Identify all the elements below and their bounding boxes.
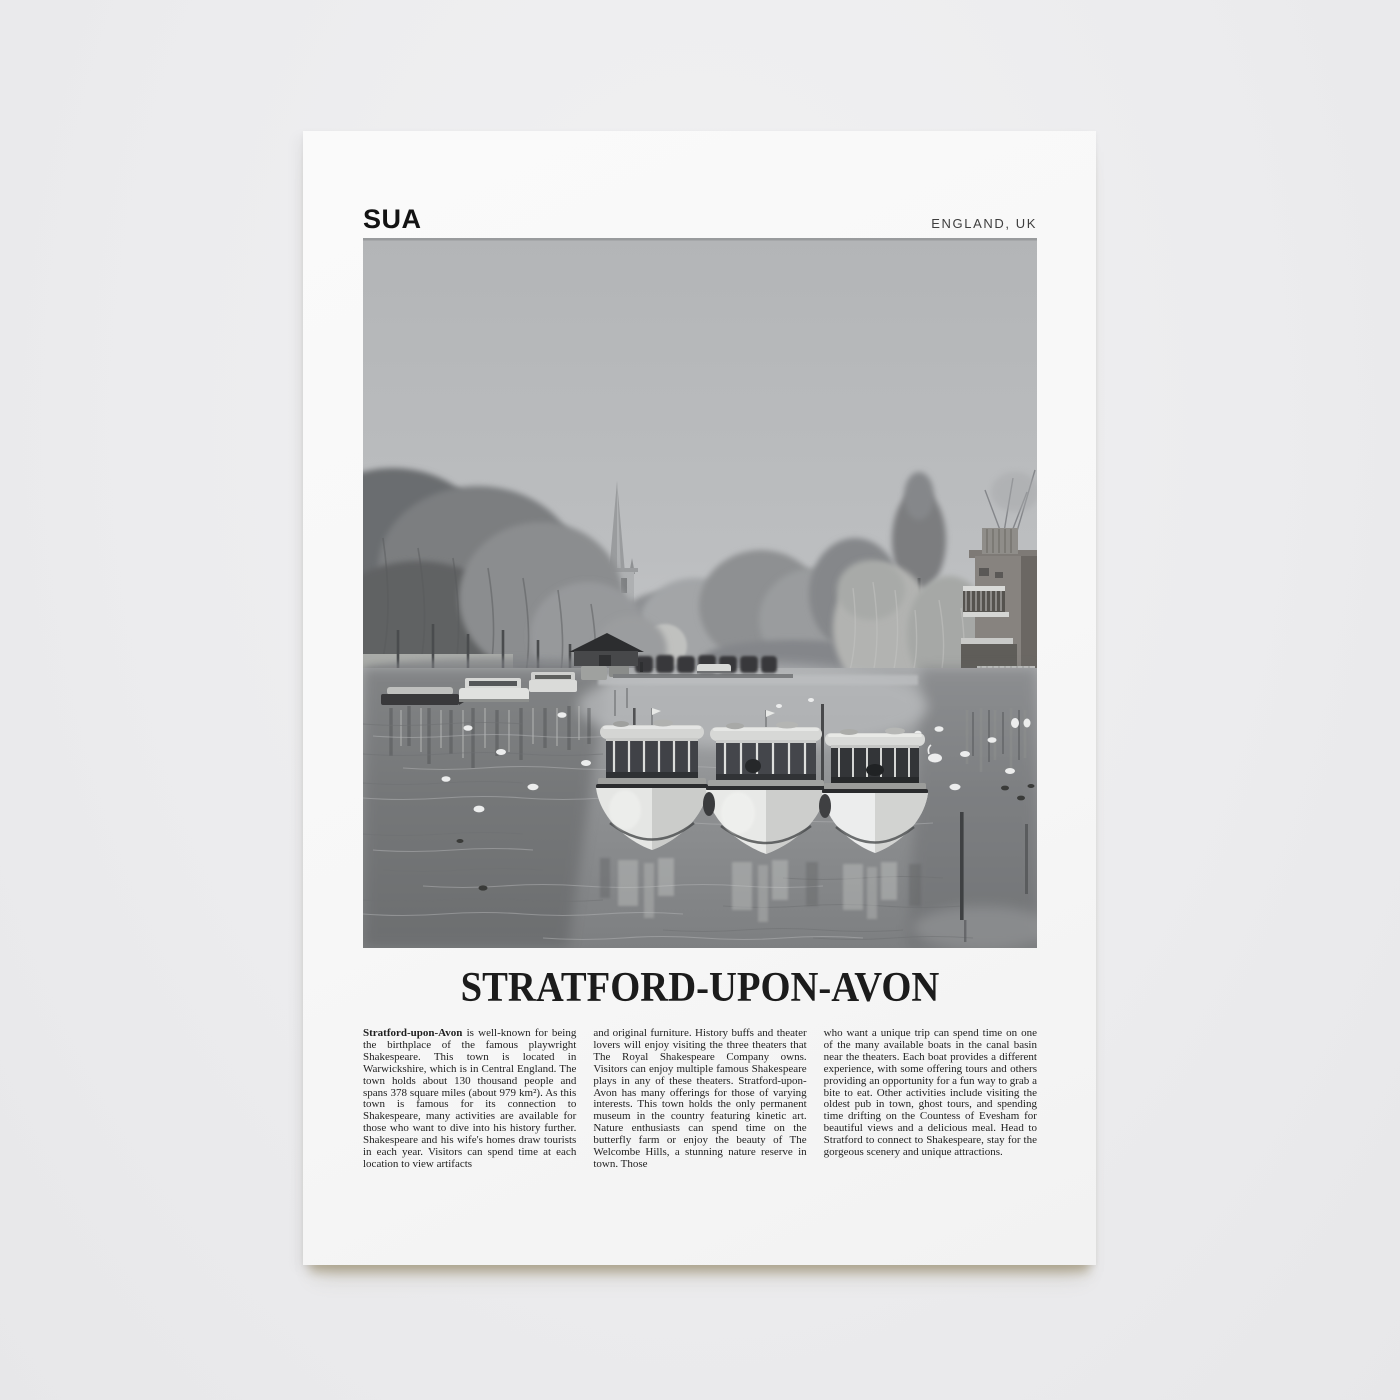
lead-phrase: Stratford-upon-Avon	[363, 1027, 463, 1039]
river-avon-photo	[363, 238, 1037, 948]
brand-text: SUA	[363, 204, 422, 234]
column-1-text: is well-known for being the birthplace of the famous playwright Shakespeare. This town is located in Warwickshire, which is in Central England. The town holds about 130 thousand people and spans 378 square miles (about 979 km²). As this town is famous for its connection to Shakespeare, many activities are available for those who want to dive into his history further. Shakespeare and his wife's homes draw tourists in each year. Visitors can spend time at each location to view artifacts	[363, 1027, 577, 1170]
location-text: ENGLAND, UK	[931, 216, 1037, 231]
photo-top-edge	[363, 238, 1037, 241]
photo-scene	[363, 238, 1037, 948]
text-column-2: and original furniture. History buffs and theater lovers will enjoy visiting the three theaters that The Royal Shakespeare Company owns. Visitors can enjoy multiple famous Shakespeare plays in any of these theaters. Stratford-upon-Avon has many offerings for those of varying interests. This town holds the only permanent museum in the country featuring kinetic art. Nature enthusiasts can spend time on the butterfly farm or enjoy the beauty of The Welcombe Hills, a stunning nature reserve in town. Those	[593, 1027, 807, 1170]
travel-poster	[303, 131, 1096, 1265]
boat-reflections	[600, 858, 921, 922]
poster-title: STRATFORD-UPON-AVON	[460, 965, 940, 1011]
body-text	[363, 1028, 1037, 1171]
text-column-3: who want a unique trip can spend time on one of the many available boats in the canal basin near the theaters. Each boat provides a different experience, with some offering tours and others providing an opportunity for a fun way to grab a bite to eat. Other activities include visiting the oldest pub in town, ghost tours, and spending time drifting on the Countess of Evesham for beautiful views and a delicious meal. Head to Stratford to connect to Shakespeare, stay for the gorgeous scenery and unique attractions.	[823, 1027, 1037, 1159]
poster-header	[363, 203, 1037, 233]
text-column-1	[363, 1028, 576, 1171]
